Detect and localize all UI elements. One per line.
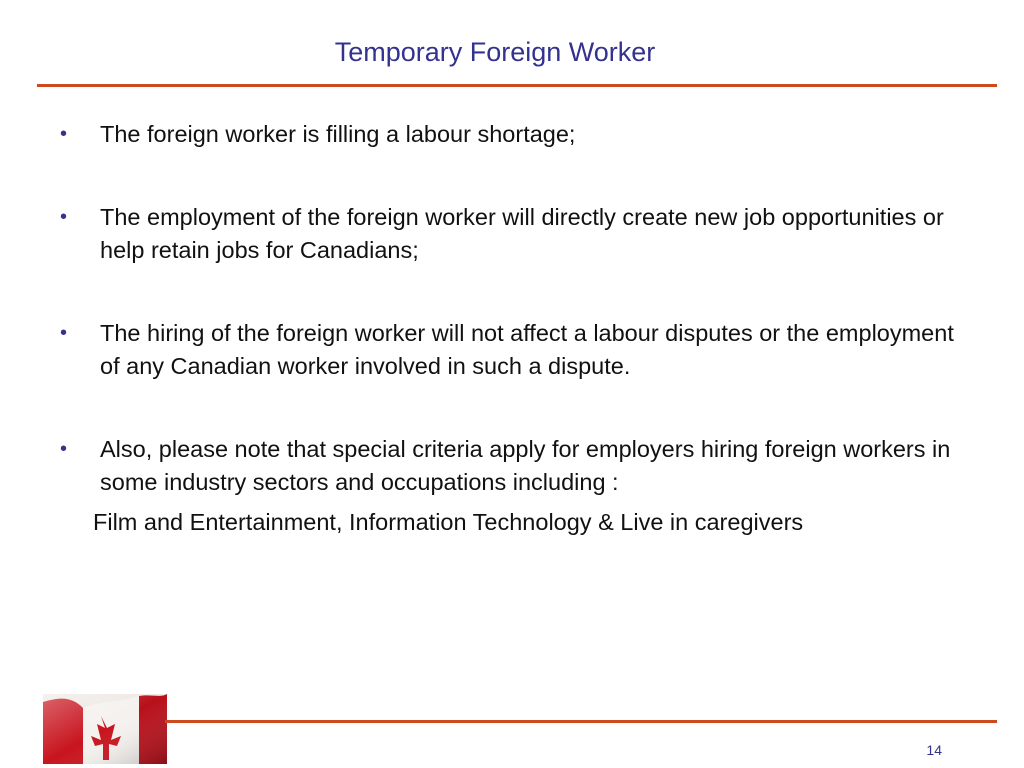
bullet-item (56, 201, 976, 267)
bullet-marker: • (60, 438, 68, 460)
sectors-line: Film and Entertainment, Information Technology & Live in caregivers (93, 509, 804, 535)
bullet-text: Also, please note that special criteria apply for employers hiring foreign workers in some industry sectors and occupations including : (100, 436, 951, 495)
canadian-flag-logo (43, 694, 167, 764)
bullet-item (56, 433, 976, 499)
bullet-item (56, 317, 976, 383)
bullet-item (56, 118, 976, 151)
bullet-marker: • (60, 123, 68, 145)
slide-title: Temporary Foreign Worker (334, 37, 656, 67)
bullet-list (56, 118, 976, 499)
bullet-text: The employment of the foreign worker will directly create new job opportunities or help retain jobs for Canadians; (100, 204, 944, 263)
bullet-text: The foreign worker is filling a labour shortage; (100, 121, 576, 147)
title-divider (37, 84, 997, 87)
bullet-marker: • (60, 322, 68, 344)
bullet-text: The hiring of the foreign worker will not affect a labour disputes or the employment of any Canadian worker involved in such a dispute. (100, 320, 954, 379)
footer-divider (165, 720, 997, 723)
bullet-marker: • (60, 206, 68, 228)
page-number: 14 (926, 742, 942, 758)
